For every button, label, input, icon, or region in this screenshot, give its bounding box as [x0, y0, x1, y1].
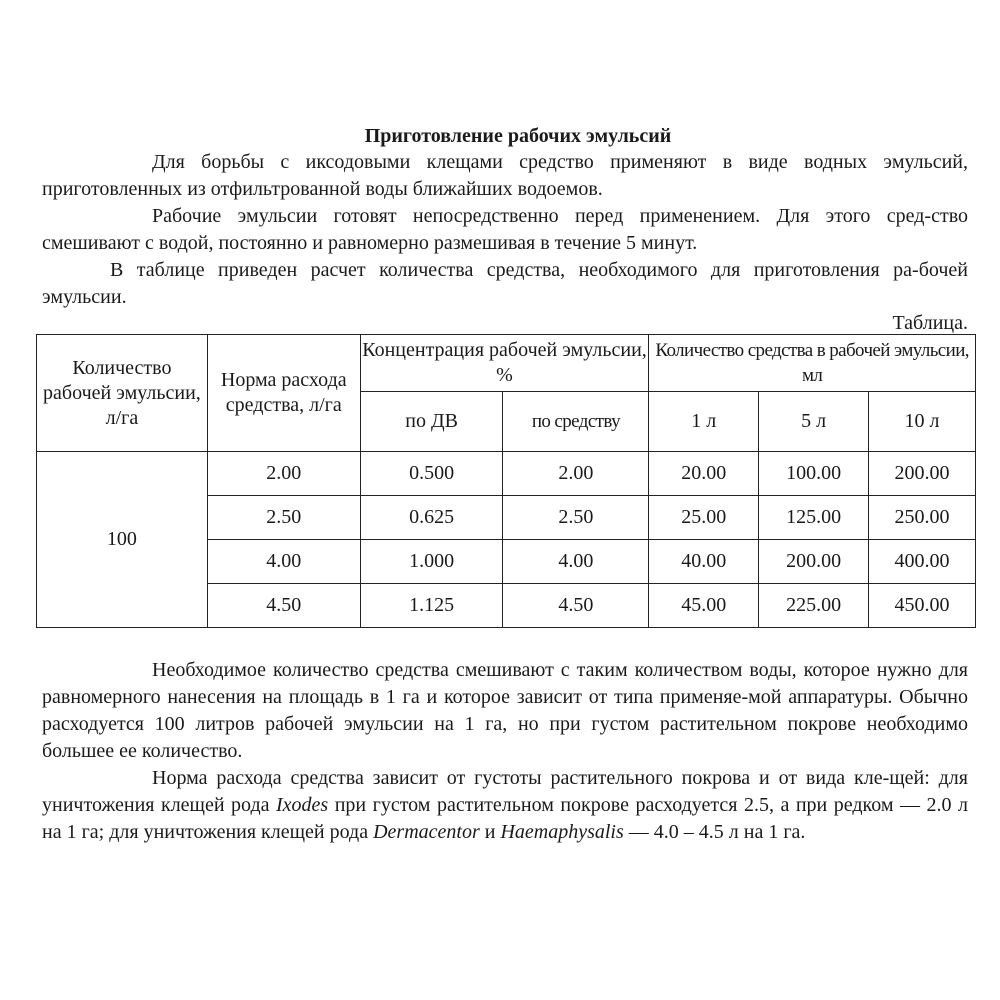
- table-cell: 1.125: [360, 584, 503, 628]
- table-cell: 1.000: [360, 540, 503, 584]
- header-by-product: по средству: [503, 392, 649, 452]
- table-cell: 100.00: [759, 452, 869, 496]
- paragraph-intro: Для борьбы с иксодовыми клещами средство применяют в виде водных эмульсий, приготовленных из отфильтрованной воды ближайших водоемов.: [42, 151, 968, 200]
- paragraph-table-intro: В таблице приведен расчет количества средства, необходимого для приготовления ра-бочей эмульсии.: [42, 259, 968, 308]
- table-cell: 400.00: [869, 540, 976, 584]
- table-cell: 4.50: [207, 584, 360, 628]
- table-cell: 4.50: [503, 584, 649, 628]
- paragraph-consumption-norm: [42, 765, 968, 846]
- table-cell: 4.00: [207, 540, 360, 584]
- table-cell: 25.00: [649, 496, 759, 540]
- header-by-active-substance: по ДВ: [360, 392, 503, 452]
- text-segment: и: [479, 821, 501, 843]
- table-cell: 40.00: [649, 540, 759, 584]
- paragraph-preparation: Рабочие эмульсии готовят непосредственно перед применением. Для этого сред-ство смешивают с водой, постоянно и равномерно размешивая в течение 5 минут.: [42, 205, 968, 254]
- header-product-amount: Количество средства в рабочей эмульсии, мл: [649, 335, 976, 392]
- header-consumption-rate: Норма расхода средства, л/га: [207, 335, 360, 452]
- table-cell: 2.00: [503, 452, 649, 496]
- table-cell: 45.00: [649, 584, 759, 628]
- table-cell: 20.00: [649, 452, 759, 496]
- genus-dermacentor: Dermacentor: [373, 821, 480, 843]
- header-5-liters: 5 л: [759, 392, 869, 452]
- table-cell: 250.00: [869, 496, 976, 540]
- table-caption: Таблица.: [892, 312, 968, 334]
- text-segment: Норма расхода средства зависит от густоты растительного покрова и от вида кле-щей: для уничтожения клещей рода: [42, 767, 968, 816]
- table-cell: 0.500: [360, 452, 503, 496]
- genus-ixodes: Ixodes: [276, 794, 329, 816]
- table-cell: 0.625: [360, 496, 503, 540]
- header-1-liter: 1 л: [649, 392, 759, 452]
- table-cell: 450.00: [869, 584, 976, 628]
- genus-haemaphysalis: Haemaphysalis: [500, 821, 624, 843]
- table-cell: 225.00: [759, 584, 869, 628]
- header-concentration: Концентрация рабочей эмульсии, %: [360, 335, 649, 392]
- paragraph-water-amount: Необходимое количество средства смешивают с таким количеством воды, которое нужно для равномерного нанесения на площадь в 1 га и которое зависит от типа применяе-мой аппаратуры. Обычно расходуется 100 литров рабочей эмульсии на 1 га, но при густом растительном покрове необходимо большее ее количество.: [42, 659, 968, 762]
- table-cell: 2.50: [503, 496, 649, 540]
- table-cell: 2.00: [207, 452, 360, 496]
- table-cell: 4.00: [503, 540, 649, 584]
- emulsion-table: [36, 334, 976, 628]
- text-segment: — 4.0 – 4.5 л на 1 га.: [623, 821, 806, 843]
- table-cell: 125.00: [759, 496, 869, 540]
- header-emulsion-amount: Количество рабочей эмульсии, л/га: [37, 335, 208, 452]
- table-cell: 200.00: [759, 540, 869, 584]
- table-cell: 200.00: [869, 452, 976, 496]
- cell-emulsion-amount: 100: [37, 452, 208, 628]
- header-10-liters: 10 л: [869, 392, 976, 452]
- table-cell: 2.50: [207, 496, 360, 540]
- table-row: [37, 452, 976, 496]
- text-segment: при густом растительном покрове расходуется 2.5, а при редком — 2.0 л на 1 га; для уничтожения клещей рода: [42, 794, 968, 843]
- section-title: Приготовление рабочих эмульсий: [364, 125, 672, 147]
